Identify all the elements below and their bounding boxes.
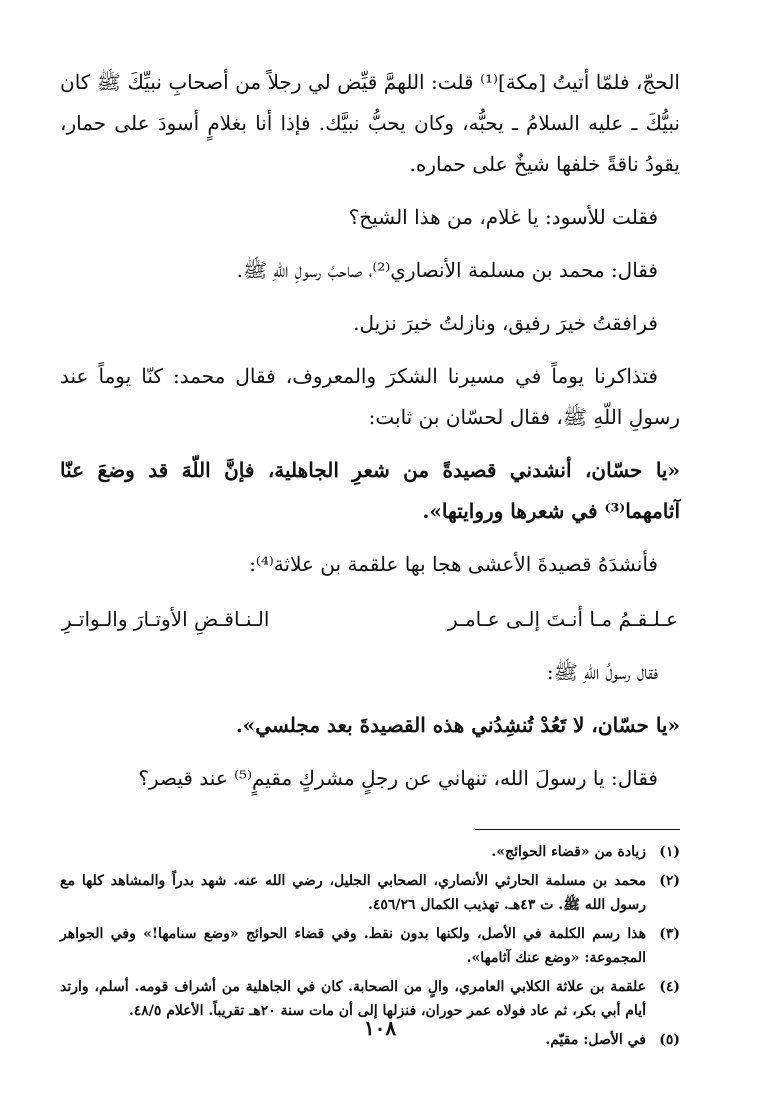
paragraph-recitation: فأنشدَهُ قصيدةَ الأعشى هجا بها علقمة بن علاثة⁽⁴⁾: xyxy=(249,552,658,576)
footnote-text: في الأصل: مقيّم. xyxy=(545,1032,646,1048)
paragraph-hassan-reply: فقال: يا رسولَ الله، تنهاني عن رجلٍ مشركٍ مقيمٍ⁽⁵⁾ عند قيصر؟ xyxy=(138,766,658,790)
footnote-number: (٤) xyxy=(659,979,680,995)
footnote-text: علقمة بن علاثة الكلابي العامري، والٍ من الصحابة. كان في الجاهلية من أشراف قومه. أسلم، وارتد أيام أبي بكر، ثم عاد فولاه عمر حوران، فنزلها إلى أن مات سنة ٢٠هـ تقريباً. الأعلام ٤٨/٥. xyxy=(60,979,646,1019)
footnote-text: زيادة من «قضاء الحوائج». xyxy=(491,844,646,860)
paragraph-prophet-said: فقال رسولُ اللّهِ ﷺ: xyxy=(546,660,658,684)
paragraph-answer: فقال: محمد بن مسلمة الأنصاري⁽²⁾، صاحبُ رسولِ اللّهِ ﷺ. xyxy=(236,258,658,282)
paragraph-intro: الحجّ، فلمّا أتيتُ [مكة]⁽¹⁾ قلت: اللهمَّ قيِّض لي رجلاً من أصحابِ نبيِّكَ ﷺ كان نبيُّكَ ـ عليه السلامُ ـ يحبُّه، وكان يحبُّ نبيَّك. فإذا أنا بغلامٍ أسودَ على حمار، يقودُ ناقةً خلفها شيخٌ على حماره. xyxy=(60,70,680,176)
paragraph-hadith-request: «يا حسّان، أنشدني قصيدةً من شعرِ الجاهلية، فإنَّ اللّهَ قد وضعَ عنّا آثامهما⁽³⁾ في شعرها وروايتها». xyxy=(60,458,680,523)
footnote-number: (٥) xyxy=(659,1032,680,1048)
footnote-text: محمد بن مسلمة الحارثي الأنصاري، الصحابي الجليل، رضي الله عنه. شهد بدراً والمشاهد كلها مع رسول الله ﷺ. ت ٤٣هـ. تهذيب الكمال ٤٥٦/٢٦. xyxy=(60,873,646,913)
paragraph-companion: فرافقتُ خيرَ رفيق، ونازلتُ خيرَ نزيل. xyxy=(353,311,658,335)
footnote-number: (١) xyxy=(659,844,680,860)
footnote-text: هذا رسم الكلمة في الأصل، ولكنها بدون نقط. وفي قضاء الحوائج «وضع سنامها!» وفي الجواهر المجموعة: «وضع عنك آثامها». xyxy=(60,926,646,966)
verse-first-hemistich: عـلـقـمُ مـا أنـتَ إلـى عـامـر xyxy=(448,607,678,631)
paragraph-conversation: فتذاكرنا يوماً في مسيرنا الشكرَ والمعروف، فقال محمد: كنّا يوماً عند رسولِ اللّهِ ﷺ، فقال لحسّان بن ثابت: xyxy=(60,364,680,429)
poem-verse xyxy=(60,599,680,640)
footnote-item xyxy=(60,922,680,970)
page-number: ١٠٨ xyxy=(363,1016,397,1040)
footnote-number: (٢) xyxy=(659,873,680,889)
footnote-item xyxy=(60,869,680,917)
paragraph-question: فقلت للأسود: يا غلام، من هذا الشيخ؟ xyxy=(348,205,658,229)
footnote-item xyxy=(60,840,680,864)
footnote-divider xyxy=(475,829,680,830)
paragraph-hadith-prohibition: «يا حسّان، لا تَعُدْ تُنشِدُني هذه القصيدةَ بعد مجلسي». xyxy=(235,713,680,737)
verse-second-hemistich: الـنـاقـضِ الأوتـارَ والـواتـرِ xyxy=(62,607,270,631)
footnote-number: (٣) xyxy=(659,926,680,942)
